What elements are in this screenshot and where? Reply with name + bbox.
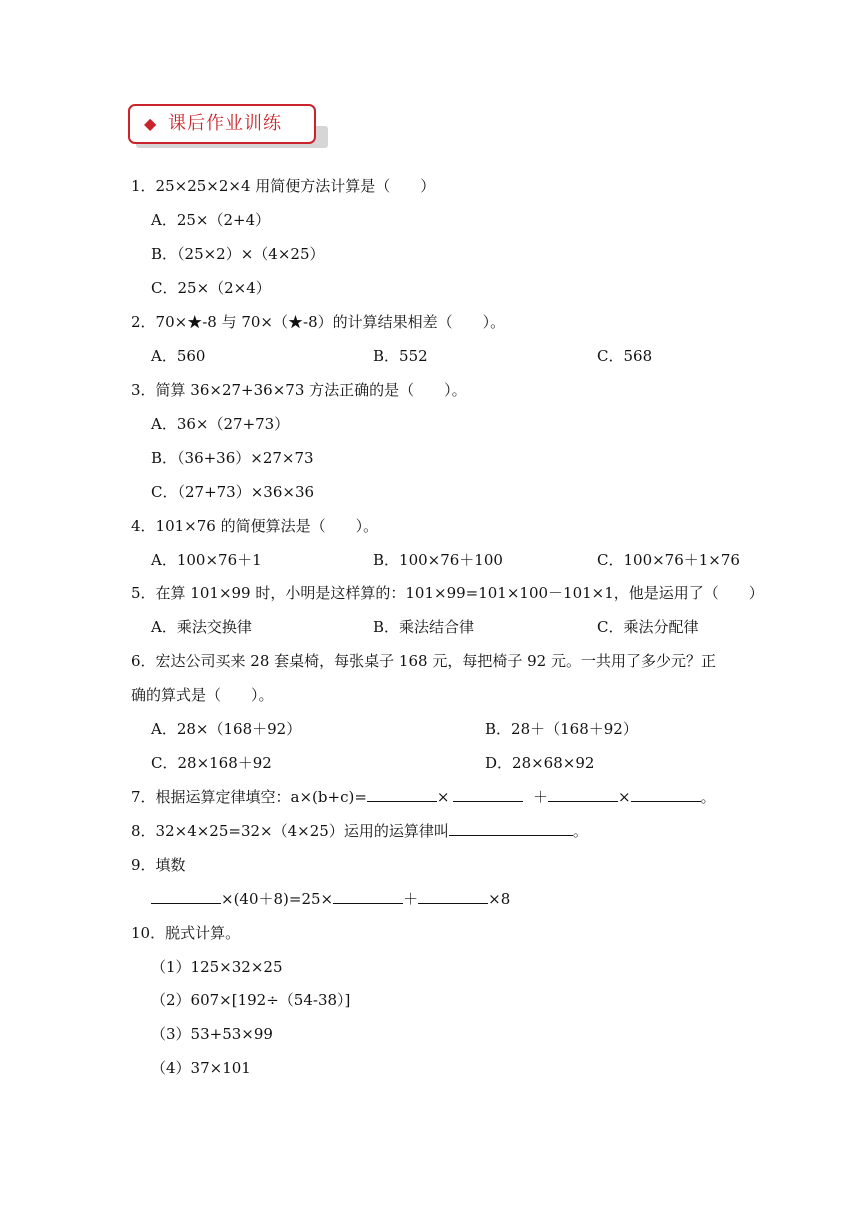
question-2-stem: 2．70×★-8 与 70×（★-8）的计算结果相差（ ）。: [131, 313, 506, 331]
answer-blank[interactable]: [333, 889, 403, 904]
question-2-option-a: A．560: [151, 347, 206, 365]
answer-blank[interactable]: [631, 787, 701, 802]
question-5-option-b: B．乘法结合律: [373, 618, 475, 636]
question-1-option-c: C．25×（2×4）: [151, 279, 271, 297]
equation-part-2: ×8: [488, 890, 511, 908]
equation-part-1: ×(40＋8)=25×: [221, 890, 334, 908]
question-4-option-c: C．100×76＋1×76: [597, 551, 740, 569]
question-5-option-c: C．乘法分配律: [597, 618, 699, 636]
question-3-stem: 3．简算 36×27+36×73 方法正确的是（ ）。: [131, 381, 467, 399]
times-sign: ×: [436, 788, 450, 806]
section-title: 课后作业训练: [168, 113, 282, 134]
question-3-option-a: A．36×（27+73）: [151, 415, 290, 433]
question-9-stem: 9．填数: [131, 856, 186, 874]
section-header: [128, 104, 330, 148]
question-1-option-a: A．25×（2+4）: [151, 211, 271, 229]
calculation-item-3: （3）53+53×99: [151, 1025, 273, 1043]
question-5-stem: 5．在算 101×99 时，小明是这样算的：101×99=101×100－101×1，他是运用了（ ）: [131, 584, 764, 602]
question-2-option-b: B．552: [373, 347, 428, 365]
question-4-option-a: A．100×76＋1: [151, 551, 262, 569]
question-8-prefix: 8．32×4×25=32×（4×25）运用的运算律叫: [131, 822, 449, 840]
question-1-option-b: B．（25×2）×（4×25）: [151, 245, 325, 263]
question-6-stem-line2: 确的算式是（ ）。: [131, 686, 274, 704]
question-1-stem: 1．25×25×2×4 用简便方法计算是（ ）: [131, 177, 436, 195]
calculation-item-1: （1）125×32×25: [151, 958, 283, 976]
calculation-item-2: （2）607×[192÷（54-38）]: [151, 991, 351, 1009]
answer-blank[interactable]: [453, 787, 523, 802]
period: 。: [572, 822, 588, 840]
answer-blank[interactable]: [449, 821, 573, 836]
question-2-option-c: C．568: [597, 347, 653, 365]
question-6-option-c: C．28×168＋92: [151, 754, 272, 772]
plus-sign: ＋: [533, 788, 549, 806]
plus-sign: ＋: [403, 890, 419, 908]
question-4-stem: 4．101×76 的简便算法是（ ）。: [131, 517, 379, 535]
question-4-option-b: B．100×76＋100: [373, 551, 503, 569]
question-6-option-a: A．28×（168＋92）: [151, 720, 302, 738]
answer-blank[interactable]: [367, 787, 437, 802]
question-10-stem: 10．脱式计算。: [131, 924, 241, 942]
diamond-icon: ◆: [144, 114, 157, 133]
question-3-option-c: C．（27+73）×36×36: [151, 483, 315, 501]
answer-blank[interactable]: [548, 787, 618, 802]
question-6-option-d: D．28×68×92: [485, 754, 595, 772]
question-7: [131, 787, 716, 807]
question-3-option-b: B．（36+36）×27×73: [151, 449, 314, 467]
answer-blank[interactable]: [418, 889, 488, 904]
header-box: [128, 104, 316, 144]
question-5-option-a: A．乘法交换律: [151, 618, 252, 636]
calculation-item-4: （4）37×101: [151, 1059, 251, 1077]
question-7-prefix: 7．根据运算定律填空：a×(b+c)=: [131, 788, 367, 806]
period: 。: [700, 788, 716, 806]
question-6-option-b: B．28＋（168＋92）: [485, 720, 638, 738]
answer-blank[interactable]: [151, 889, 221, 904]
question-8: [131, 821, 588, 841]
times-sign: ×: [618, 788, 631, 806]
question-9-equation: [151, 889, 510, 909]
question-6-stem-line1: 6．宏达公司买来 28 套桌椅，每张桌子 168 元，每把椅子 92 元。一共用了多少元？正: [131, 652, 716, 670]
